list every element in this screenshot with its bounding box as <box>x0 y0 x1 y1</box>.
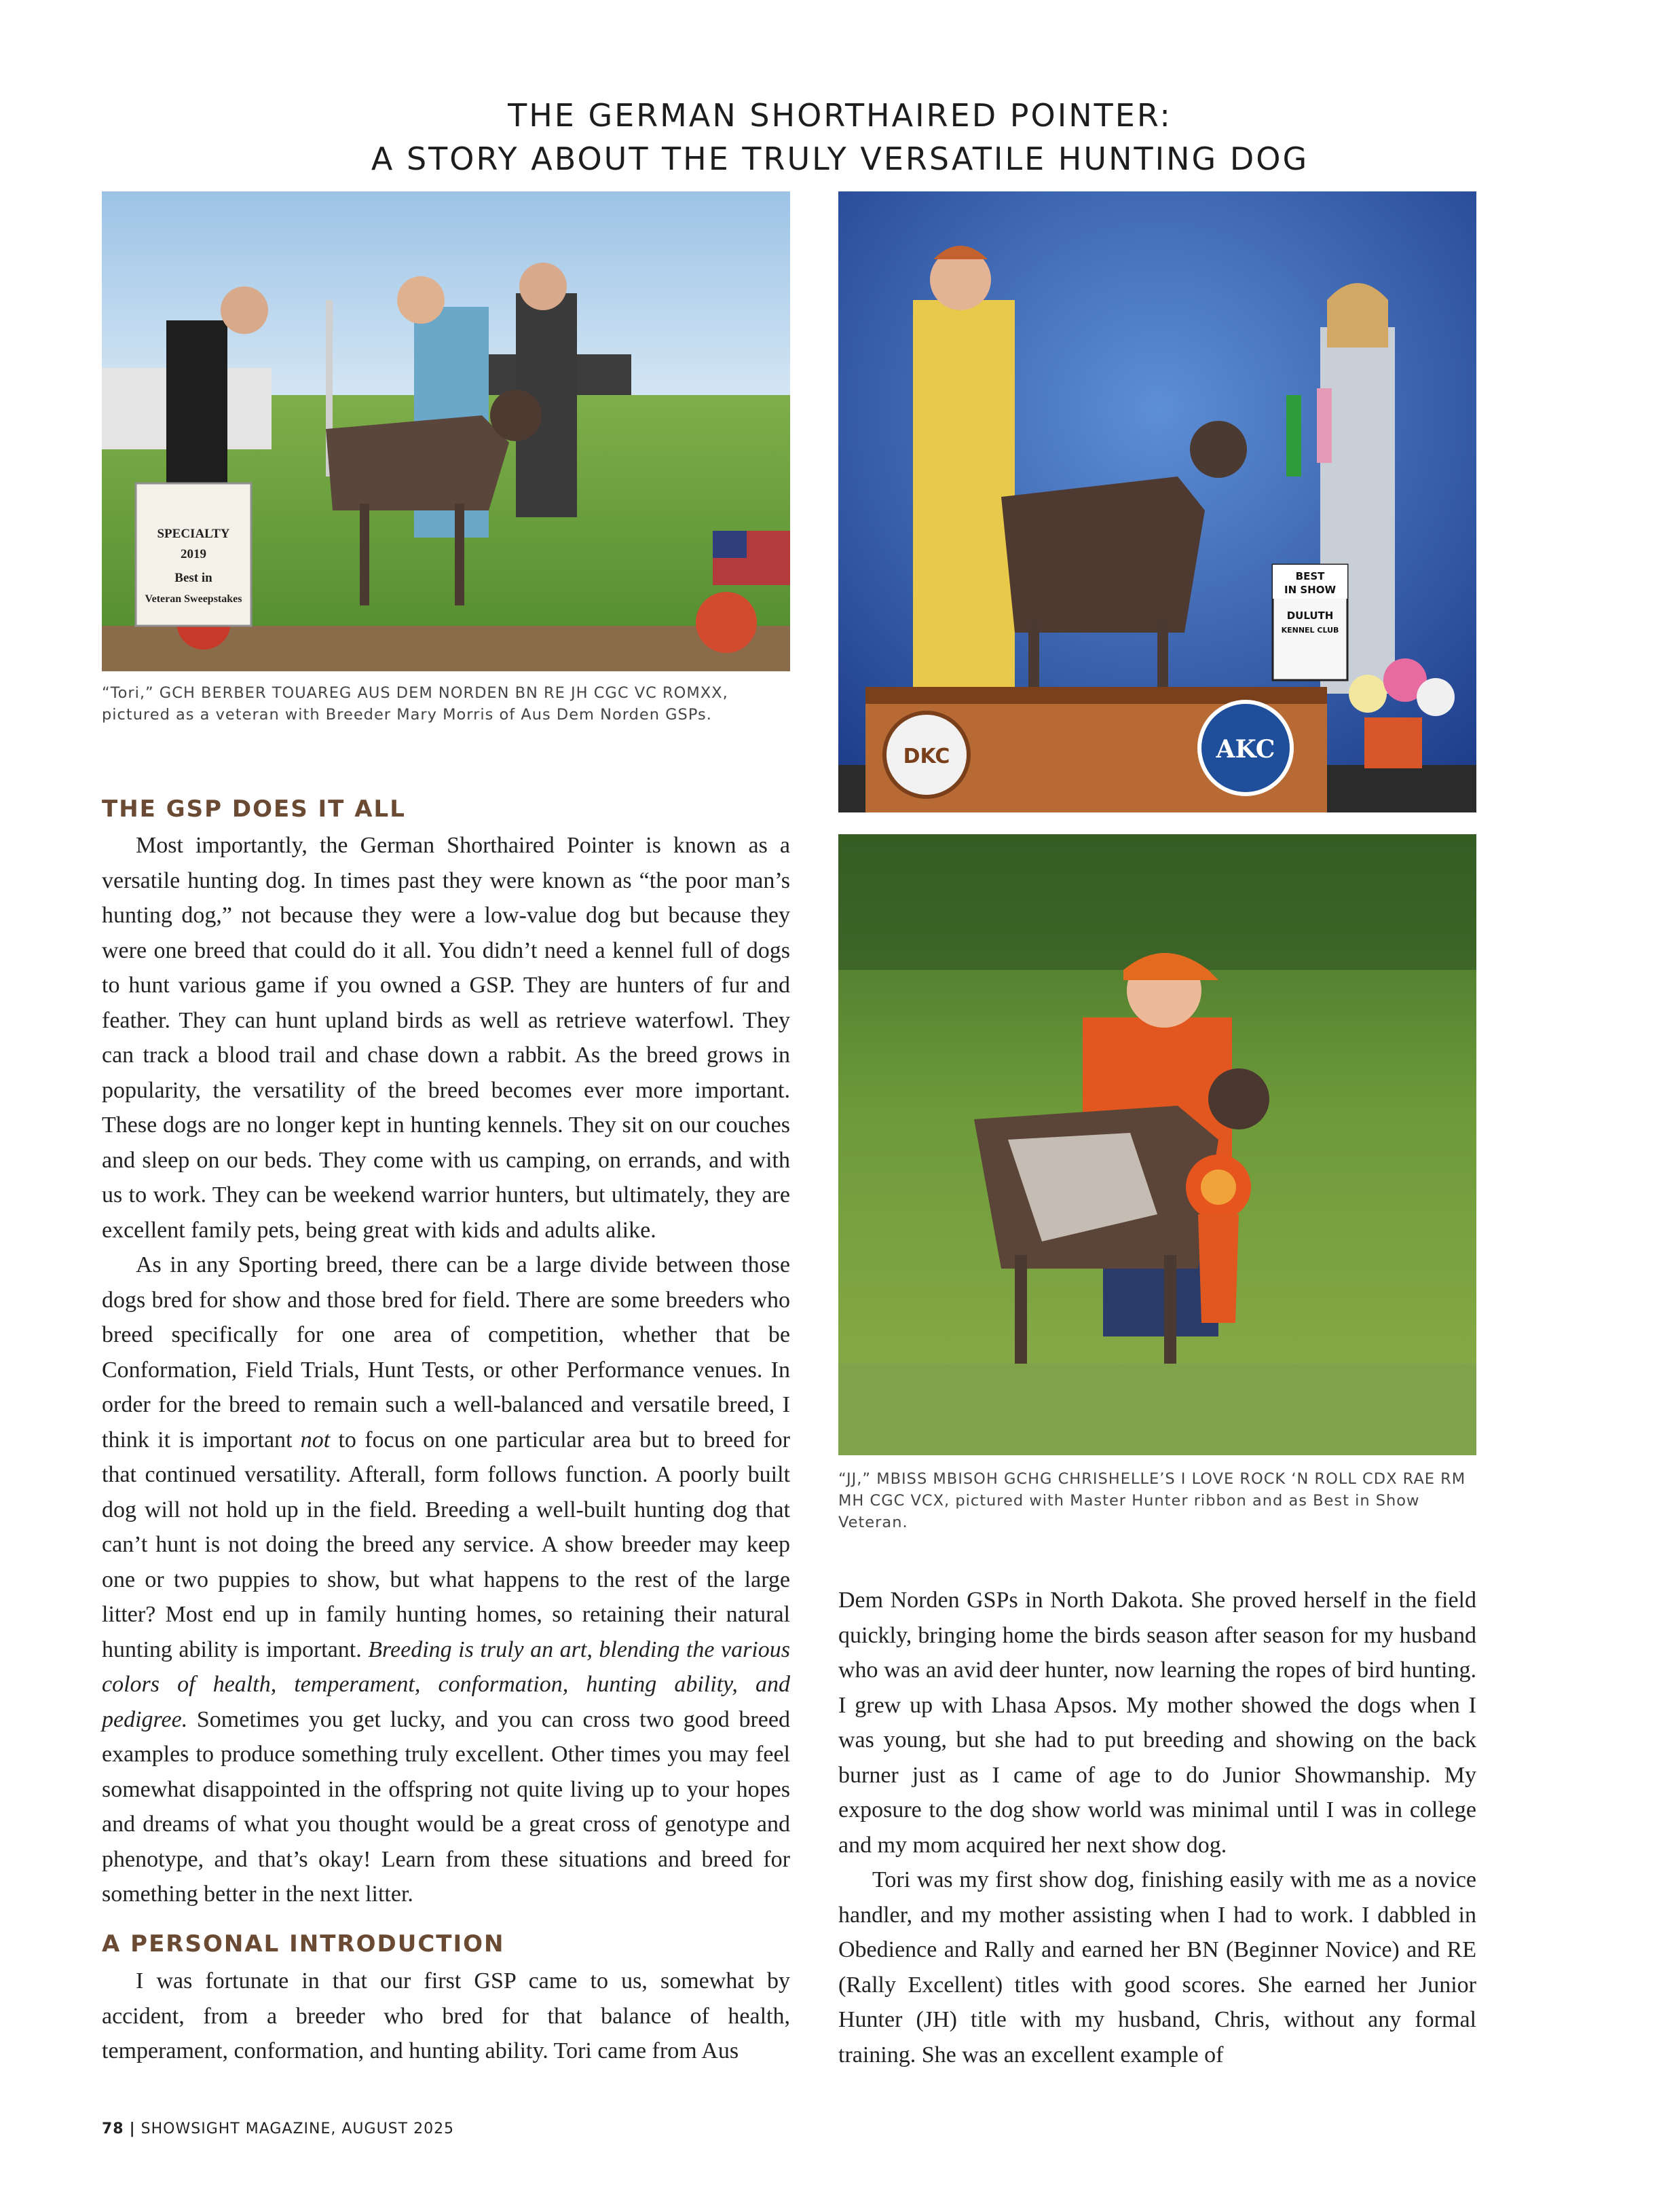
photo-best-in-show-image <box>838 191 1476 812</box>
intro-paragraph-1-continued: Dem Norden GSPs in North Dakota. She proved herself in the field quickly, bringing home the birds season after season for my husband who was an avid deer hunter, now learning the ropes of bird hunting. I grew up with Lhasa Apsos. My mother showed the dogs when I was young, but she had to put breeding and showing on the back burner just as I came of age to do Junior Showmanship. My exposure to the dog show world was minimal until I was in college and my mom acquired her next show dog. <box>838 1588 1476 1858</box>
sign-line-3: Best in <box>174 571 212 585</box>
photo-tori-caption: “Tori,” GCH BERBER TOUAREG AUS DEM NORDEN BN RE JH CGC VC ROMXX, pictured as a veteran with Breeder Mary Morris of Aus Dem Norden GSPs. <box>102 684 728 724</box>
photo-master-hunter <box>838 834 1476 1455</box>
gsp-paragraph-2-part-a: As in any Sporting breed, there can be a large divide between those dogs bred for show and those bred for field. There are some breeders who breed specifically for one area of competition, whether that be Conformation, Field Trials, Hunt Tests, or other Performance venues. In order for the breed to remain such a well-balanced and versatile breed, I think it is important <box>102 1252 790 1453</box>
akc-badge: AKC <box>1216 735 1275 764</box>
gsp-paragraph-2 <box>102 1248 790 1912</box>
bis-sign-line-3: DULUTH <box>1286 610 1334 622</box>
gsp-paragraph-1: Most importantly, the German Shorthaired Pointer is known as a versatile hunting dog. In times past they were known as “the poor man’s hunting dog,” not because they were a low-value dog but because they were one breed that could do it all. You didn’t need a kennel full of dogs to hunt various game if you owned a GSP. They are hunters of fur and feather. They can hunt upland birds as well as retrieve waterfowl. They can track a blood trail and chase down a rabbit. As the breed grows in popularity, the versatility of the breed becomes ever more important. These dogs are no longer kept in hunting kennels. They sit on our couches and sleep on our beds. They come with us camping, on errands, and with us to work. They can be weekend warrior hunters, but ultimately, they are excellent family pets, being great with kids and adults alike. <box>102 833 790 1243</box>
article-title-line-1: THE GERMAN SHORTHAIRED POINTER: <box>508 97 1172 134</box>
sign-line-2: 2019 <box>181 547 206 561</box>
photo-master-hunter-image <box>838 834 1476 1455</box>
gsp-paragraph-2-part-c: Sometimes you get lucky, and you can cross two good breed examples to produce something truly excellent. Other times you may feel somewhat disappointed in the offspring not quite living up to your hopes and dreams of what you thought would be a great cross of genotype and phenotype, and that’s okay! Learn from these situations and breed for something better in the next litter. <box>102 1706 790 1907</box>
photo-tori-veteran-sweepstakes <box>102 191 790 671</box>
publication-name: SHOWSIGHT MAGAZINE, AUGUST 2025 <box>141 2120 455 2137</box>
page-footer <box>102 2120 454 2137</box>
dkc-badge: DKC <box>903 745 950 768</box>
section-heading-gsp-does-it-all: THE GSP DOES IT ALL <box>102 796 406 823</box>
photo-jj-caption: “JJ,” MBISS MBISOH GCHG CHRISHELLE’S I LOVE ROCK ‘N ROLL CDX RAE RM MH CGC VCX, pictured with Master Hunter ribbon and as Best in Show Veteran. <box>838 1470 1466 1531</box>
sign-line-4: Veteran Sweepstakes <box>145 593 242 605</box>
page-number: 78 <box>102 2120 124 2137</box>
intro-paragraph-2: Tori was my first show dog, finishing easily with me as a novice handler, and my mother assisting when I had to work. I dabbled in Obedience and Rally and earned her BN (Beginner Novice) and RE (Rally Excellent) titles with good scores. She earned her Junior Hunter (JH) title with my husband, Chris, without any formal training. She was an excellent example of <box>838 1867 1476 2068</box>
footer-separator: | <box>129 2120 136 2137</box>
left-column-text-2 <box>102 1964 790 2069</box>
bis-sign-line-1: BEST <box>1295 570 1325 582</box>
sign-line-1: SPECIALTY <box>157 527 230 541</box>
article-title <box>102 94 1578 181</box>
gsp-paragraph-2-emphasis-2: Breeding is truly an art, blending the various colors of health, temperament, conformation, hunting ability, and pedigree. <box>102 1636 790 1732</box>
right-column-text <box>838 1583 1476 2072</box>
bis-sign-line-2: IN SHOW <box>1284 584 1337 596</box>
article-title-line-2: A STORY ABOUT THE TRULY VERSATILE HUNTING DOG <box>371 141 1309 177</box>
photo-best-in-show-duluth <box>838 191 1476 812</box>
photo-tori-image <box>102 191 790 671</box>
left-column-text-1 <box>102 828 790 1912</box>
section-heading-personal-introduction: A PERSONAL INTRODUCTION <box>102 1930 505 1958</box>
bis-sign-line-4: KENNEL CLUB <box>1281 626 1339 635</box>
gsp-paragraph-2-part-b: to focus on one particular area but to breed for that continued versatility. Afterall, form follows function. A poorly built dog will not hold up in the field. Breeding a well-built hunting dog that can’t hunt is not doing the breed any service. A show breeder may keep one or two puppies to show, but what happens to the rest of the large litter? Most end up in family hunting homes, so retaining their natural hunting ability is important. <box>102 1427 790 1662</box>
intro-paragraph-1: I was fortunate in that our first GSP came to us, somewhat by accident, from a breeder who bred for that balance of health, temperament, conformation, and hunting ability. Tori came from Aus <box>102 1968 790 2063</box>
gsp-paragraph-2-emphasis-1: not <box>300 1427 331 1453</box>
